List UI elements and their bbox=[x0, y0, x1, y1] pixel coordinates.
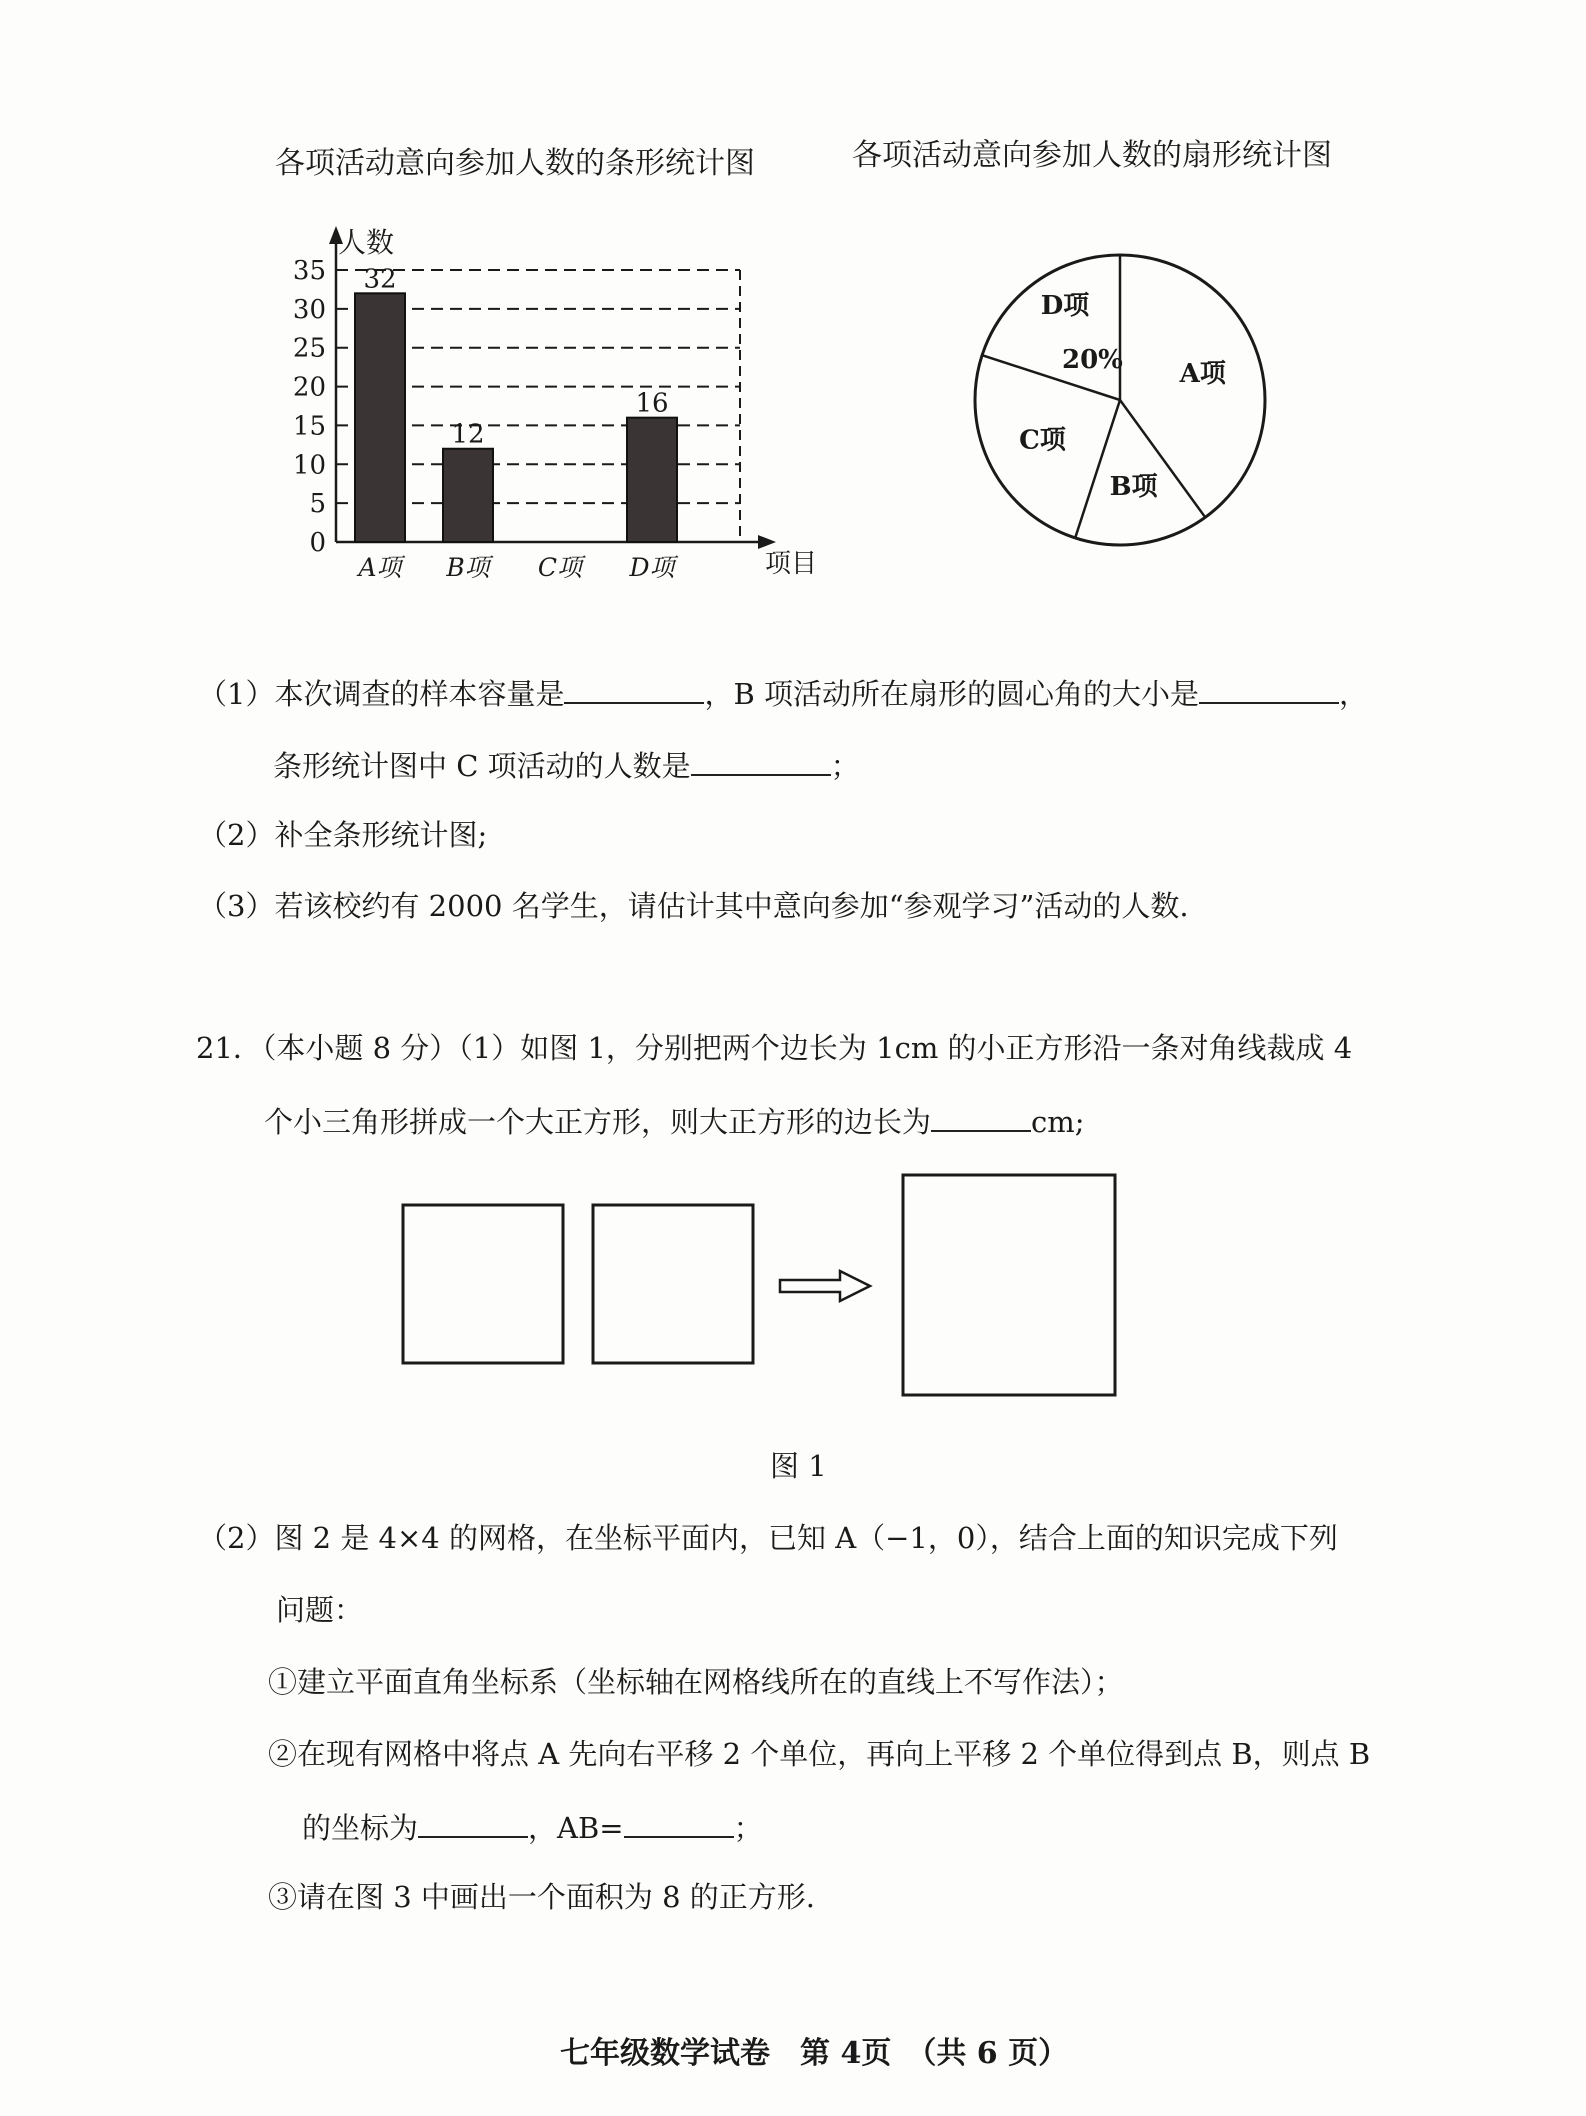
answer-blank-central-angle[interactable] bbox=[1199, 672, 1339, 704]
q20-part1-line2 bbox=[273, 744, 860, 786]
bar-chart bbox=[270, 220, 850, 600]
figure-1 bbox=[395, 1165, 1135, 1405]
y-tick-label: 35 bbox=[292, 256, 326, 286]
pie-chart bbox=[960, 240, 1280, 560]
q21-part2-item1: ①建立平面直角坐标系（坐标轴在网格线所在的直线上不写作法）； bbox=[268, 1665, 1124, 1699]
q21-part2-item2: ②在现有网格中将点 A 先向右平移 2 个单位，再向上平移 2 个单位得到点 B，则点 B bbox=[268, 1737, 1371, 1771]
x-tick-label: A项 bbox=[358, 553, 402, 582]
q21-1-text-a: 个小三角形拼成一个大正方形，则大正方形的边长为 bbox=[264, 1105, 932, 1139]
answer-blank-side-length[interactable] bbox=[931, 1100, 1031, 1132]
q21-2-text-f: ，AB= bbox=[528, 1811, 624, 1845]
x-axis-arrow-icon bbox=[758, 535, 776, 549]
answer-blank-ab[interactable] bbox=[624, 1806, 734, 1838]
answer-blank-sample-size[interactable] bbox=[564, 672, 704, 704]
q21-part2-item2-line2 bbox=[302, 1806, 763, 1848]
small-square-1 bbox=[403, 1205, 563, 1363]
q21-part2-item3: ③请在图 3 中画出一个面积为 8 的正方形. bbox=[268, 1880, 815, 1914]
bar bbox=[355, 293, 405, 542]
y-axis-label: 人数 bbox=[338, 226, 395, 259]
q20-part3: （3）若该校约有 2000 名学生，请估计其中意向参加“参观学习”活动的人数. bbox=[198, 889, 1189, 923]
pie-slice-label: D项 bbox=[1040, 291, 1090, 321]
q20-1-text-c: ， bbox=[1338, 677, 1368, 711]
q21-part1-line2 bbox=[264, 1100, 1085, 1142]
y-tick-label: 20 bbox=[292, 372, 326, 403]
x-tick-label: D项 bbox=[629, 553, 675, 582]
small-square-2 bbox=[593, 1205, 753, 1363]
y-tick-label: 0 bbox=[309, 528, 326, 558]
x-tick-label: B项 bbox=[446, 553, 490, 582]
pie-chart-title: 各项活动意向参加人数的扇形统计图 bbox=[852, 138, 1332, 173]
q20-1-text-e: ； bbox=[830, 749, 860, 783]
bar-data-label: 12 bbox=[451, 419, 485, 450]
pie-slice-label: C项 bbox=[1019, 425, 1066, 456]
bar-data-label: 32 bbox=[363, 264, 397, 295]
bar bbox=[627, 418, 677, 542]
y-tick-label: 30 bbox=[292, 294, 326, 325]
q21-2-text-e: 的坐标为 bbox=[302, 1811, 419, 1845]
y-tick-label: 5 bbox=[309, 489, 326, 520]
q20-1-text-b: ，B 项活动所在扇形的圆心角的大小是 bbox=[704, 677, 1199, 711]
large-square bbox=[903, 1175, 1115, 1395]
pie-slice-edge bbox=[1075, 400, 1120, 538]
q20-1-text-d: 条形统计图中 C 项活动的人数是 bbox=[273, 749, 691, 783]
page-footer: 七年级数学试卷 第 4页 （共 6 页） bbox=[560, 2036, 1069, 2071]
pie-d-percent: 20% bbox=[1062, 345, 1123, 375]
arrow-icon bbox=[780, 1271, 870, 1301]
y-tick-label: 15 bbox=[292, 411, 326, 442]
y-tick-label: 10 bbox=[292, 450, 326, 481]
q20-1-text-a: （1）本次调查的样本容量是 bbox=[198, 677, 565, 711]
figure-1-caption: 图 1 bbox=[770, 1449, 827, 1483]
bar-data-label: 16 bbox=[635, 388, 669, 419]
answer-blank-c-count[interactable] bbox=[691, 744, 831, 776]
q21-heading: 21．（本小题 8 分）（1）如图 1，分别把两个边长为 1cm 的小正方形沿一条对角线裁成 4 bbox=[196, 1031, 1353, 1065]
x-axis-label: 项目 bbox=[765, 549, 818, 579]
bar-chart-title: 各项活动意向参加人数的条形统计图 bbox=[275, 146, 755, 181]
x-tick-label: C项 bbox=[537, 553, 583, 582]
q20-part1-line1 bbox=[198, 672, 1368, 714]
q21-part2-line2: 问题： bbox=[276, 1593, 364, 1627]
y-tick-label: 25 bbox=[292, 333, 326, 364]
q21-1-text-b: cm; bbox=[1031, 1105, 1085, 1139]
q20-part2: （2）补全条形统计图; bbox=[198, 818, 488, 852]
q21-part2-line1: （2）图 2 是 4×4 的网格，在坐标平面内，已知 A（−1，0），结合上面的知识完成下列 bbox=[198, 1521, 1338, 1555]
pie-slice-label: B项 bbox=[1109, 471, 1158, 502]
q21-2-text-g: ； bbox=[733, 1811, 763, 1845]
answer-blank-point-b[interactable] bbox=[418, 1806, 528, 1838]
pie-slice-label: A项 bbox=[1179, 359, 1226, 390]
bar bbox=[443, 449, 493, 542]
